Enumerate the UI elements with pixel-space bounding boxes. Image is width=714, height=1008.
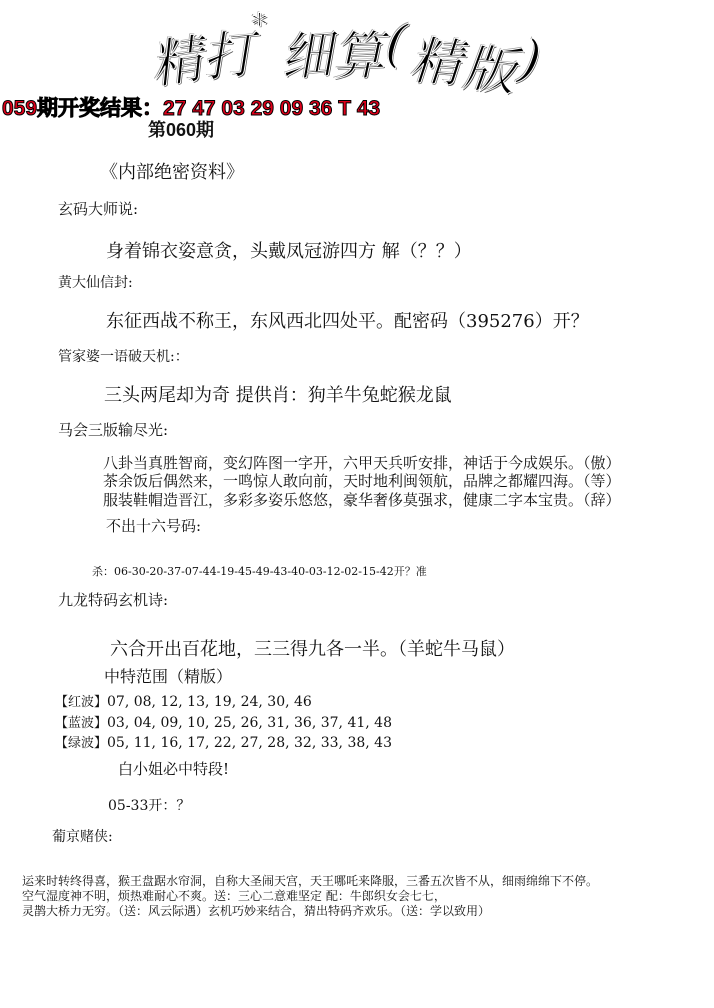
title-char: 打 xyxy=(199,24,258,90)
result-line: 059期开奖结果：27 47 03 29 09 36 T 43 xyxy=(2,97,381,120)
wave-row-blue xyxy=(55,712,392,731)
mahui-label: 马会三版输尽光: xyxy=(58,421,169,439)
title-char: 精 xyxy=(407,31,464,95)
issue-number: 第060期 xyxy=(148,120,215,140)
pujing-line: 灵鹊大桥力无穷。（送：风云际遇）玄机巧妙来结合，猜出特码齐欢乐。（送：学以致用） xyxy=(22,904,491,918)
pujing-line: 空气湿度神不明，烦热难耐心不爽。送：三心二意难坚定 配：牛郎织女会七七， xyxy=(22,889,446,903)
wave-tag: 【红波】 xyxy=(55,695,108,710)
wave-numbers: 03, 04, 09, 10, 25, 26, 31, 36, 37, 41, 48 xyxy=(107,715,392,731)
huang-text: 东征西战不称王，东风西北四处平。配密码（395276）开？ xyxy=(106,311,589,332)
xuanma-text: 身着锦衣姿意贪，头戴凤冠游四方 解（？？） xyxy=(106,241,472,262)
jiulong-label: 九龙特码玄机诗: xyxy=(58,591,169,609)
kill-line: 杀：06-30-20-37-07-44-19-45-49-43-40-03-12-02-15-42开？准 xyxy=(92,565,427,578)
mahui-line: 茶余饭后偶然来，一鸣惊人敢向前，天时地利闽领航，品牌之都耀四海。（等） xyxy=(103,472,621,490)
wave-row-red xyxy=(55,691,312,710)
wave-numbers: 07, 08, 12, 13, 19, 24, 30, 46 xyxy=(107,694,312,710)
title-char: * xyxy=(252,8,267,43)
wave-numbers: 05, 11, 16, 17, 22, 27, 28, 32, 33, 38, 43 xyxy=(107,735,392,751)
title-char: 细 xyxy=(278,25,335,89)
huang-label: 黄大仙信封: xyxy=(58,275,133,291)
title-char: ( xyxy=(382,13,410,75)
mahui-line: 八卦当真胜智商，变幻阵图一字开，六甲天兵听安排，神话于今成娱乐。（傲） xyxy=(103,454,621,472)
mahui-line: 服装鞋帽造晋江，多彩多姿乐悠悠，豪华奢侈莫强求，健康二字本宝贵。（辞） xyxy=(103,491,621,509)
title-char: 版 xyxy=(460,38,519,104)
title-char: 精 xyxy=(146,29,207,97)
range-open: 05-33开：？ xyxy=(108,798,191,814)
pujing-line: 运来时转终得喜，猴王盘踞水帘洞，自称大圣闹天宫，天王哪吒来降服，三番五次皆不从，细雨绵绵下不停。 xyxy=(22,874,599,888)
wave-tag: 【绿波】 xyxy=(55,736,108,751)
xuanma-label: 玄码大师说: xyxy=(58,200,139,218)
wave-tag: 【蓝波】 xyxy=(55,716,108,731)
guanjia-text: 三头两尾却为奇 提供肖：狗羊牛兔蛇猴龙鼠 xyxy=(104,385,452,406)
inside-title: 《内部绝密资料》 xyxy=(100,162,244,183)
guanjia-label: 管家婆一语破天机:： xyxy=(58,349,189,365)
title-char: 算 xyxy=(331,26,386,88)
no16-label: 不出十六号码: xyxy=(106,517,202,535)
pujing-label: 葡京赌侠: xyxy=(52,829,113,845)
jiulong-text: 六合开出百花地，三三得九各一半。（羊蛇牛马鼠） xyxy=(110,639,515,660)
title-char: ) xyxy=(514,28,546,92)
wave-row-green xyxy=(55,732,392,751)
baixiaojie-text: 白小姐必中特段! xyxy=(118,760,230,778)
range-label: 中特范围（精版） xyxy=(104,667,233,686)
